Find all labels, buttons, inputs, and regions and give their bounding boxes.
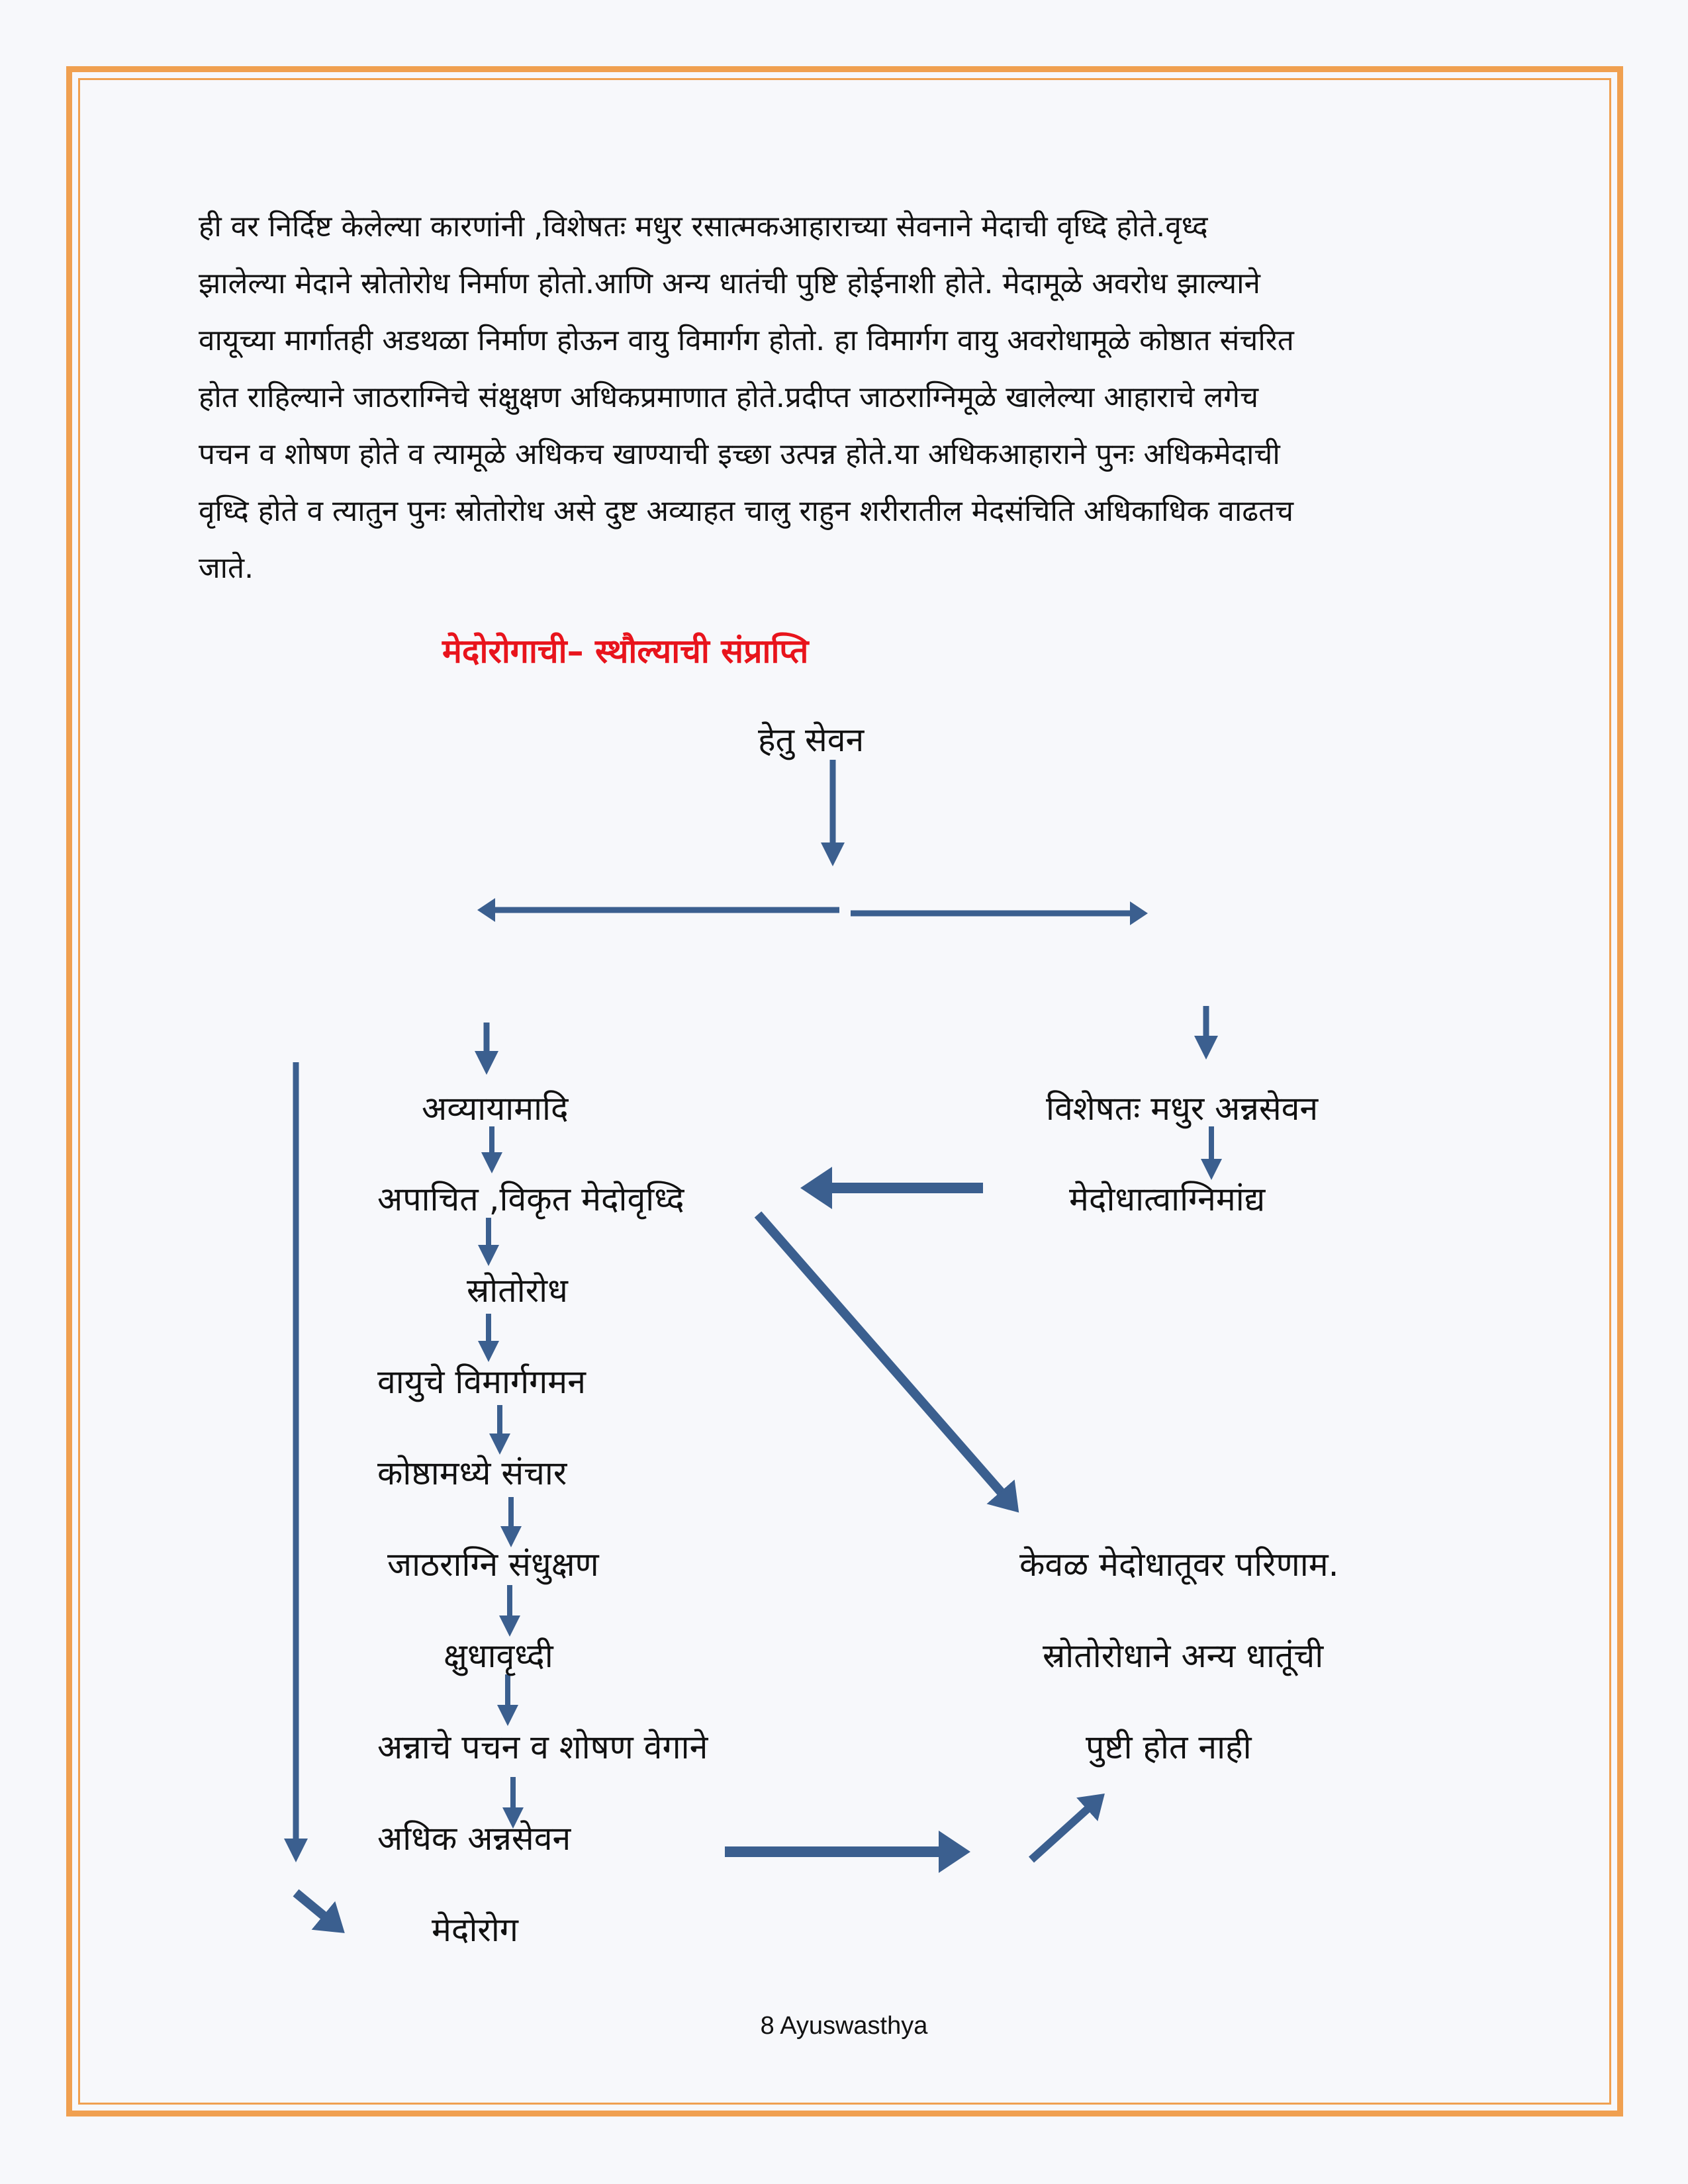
node-result-1: केवळ मेदोधातूवर परिणाम. (1019, 1545, 1339, 1584)
node-left-4: वायुचे विमार्गगमन (377, 1363, 586, 1401)
node-left-8: अन्नाचे पचन व शोषण वेगाने (377, 1728, 708, 1766)
node-result-3: पुष्टी होत नाही (1086, 1728, 1252, 1766)
node-left-7: क्षुधावृध्दी (444, 1637, 553, 1675)
node-left-1: अव्यायामादि (422, 1089, 569, 1128)
node-left-3: स्रोतोरोध (467, 1271, 568, 1310)
paragraph-line: ही वर निर्दिष्ट केलेल्या कारणांनी ,विशेषतः मधुर रसात्मकआहाराच्या सेवनाने मेदाची वृध्दि होते.वृध्द (199, 210, 1208, 244)
node-root: हेतु सेवन (758, 721, 865, 759)
paragraph-line: जाते. (199, 551, 254, 585)
node-right-1: विशेषतः मधुर अन्नसेवन (1046, 1089, 1319, 1128)
arrow-diagonal-up (1031, 1799, 1099, 1860)
node-left-9: अधिक अन्नसेवन (377, 1819, 571, 1858)
node-final: मेदोरोग (432, 1911, 518, 1949)
paragraph-line: पचन व शोषण होते व त्यामूळे अधिकच खाण्याची इच्छा उत्पन्न होते.या अधिकआहाराने पुनः अधिकमेदाची (199, 437, 1280, 471)
diagram-title: मेदोरोगाची– स्थौल्याची संप्राप्ति (442, 632, 809, 670)
node-left-2: अपाचित ,विकृत मेदोवृध्दि (377, 1180, 684, 1218)
arrow-to-final (296, 1893, 338, 1927)
node-left-5: कोष्ठामध्ये संचार (377, 1454, 567, 1492)
page-footer: 8 Ayuswasthya (760, 2012, 928, 2040)
node-result-2: स्रोतोरोधाने अन्य धातूंची (1043, 1637, 1324, 1675)
arrow-diagonal (758, 1214, 1013, 1506)
paragraph-line: वायूच्या मार्गातही अडथळा निर्माण होऊन वायु विमार्गग होतो. हा विमार्गग वायु अवरोधामूळे कोष्ठात संचरित (199, 324, 1294, 357)
node-left-6: जाठराग्नि संधुक्षण (387, 1545, 599, 1584)
node-right-2: मेदोधात्वाग्निमांद्य (1069, 1180, 1266, 1218)
paragraph-line: झालेल्या मेदाने स्रोतोरोध निर्माण होतो.आणि अन्य धातंची पुष्टि होईनाशी होते. मेदामूळे अवरोध झाल्याने (199, 267, 1260, 300)
paragraph-line: होत राहिल्याने जाठराग्निचे संक्षुक्षण अधिकप्रमाणात होते.प्रदीप्त जाठराग्निमूळे खालेल्या आहाराचे लगेच (199, 381, 1259, 414)
paragraph-line: वृध्दि होते व त्यातुन पुनः स्रोतोरोध असे दुष्ट अव्याहत चालु राहुन शरीरातील मेदसंचिति अधिकाधिक वाढतच (199, 494, 1294, 528)
